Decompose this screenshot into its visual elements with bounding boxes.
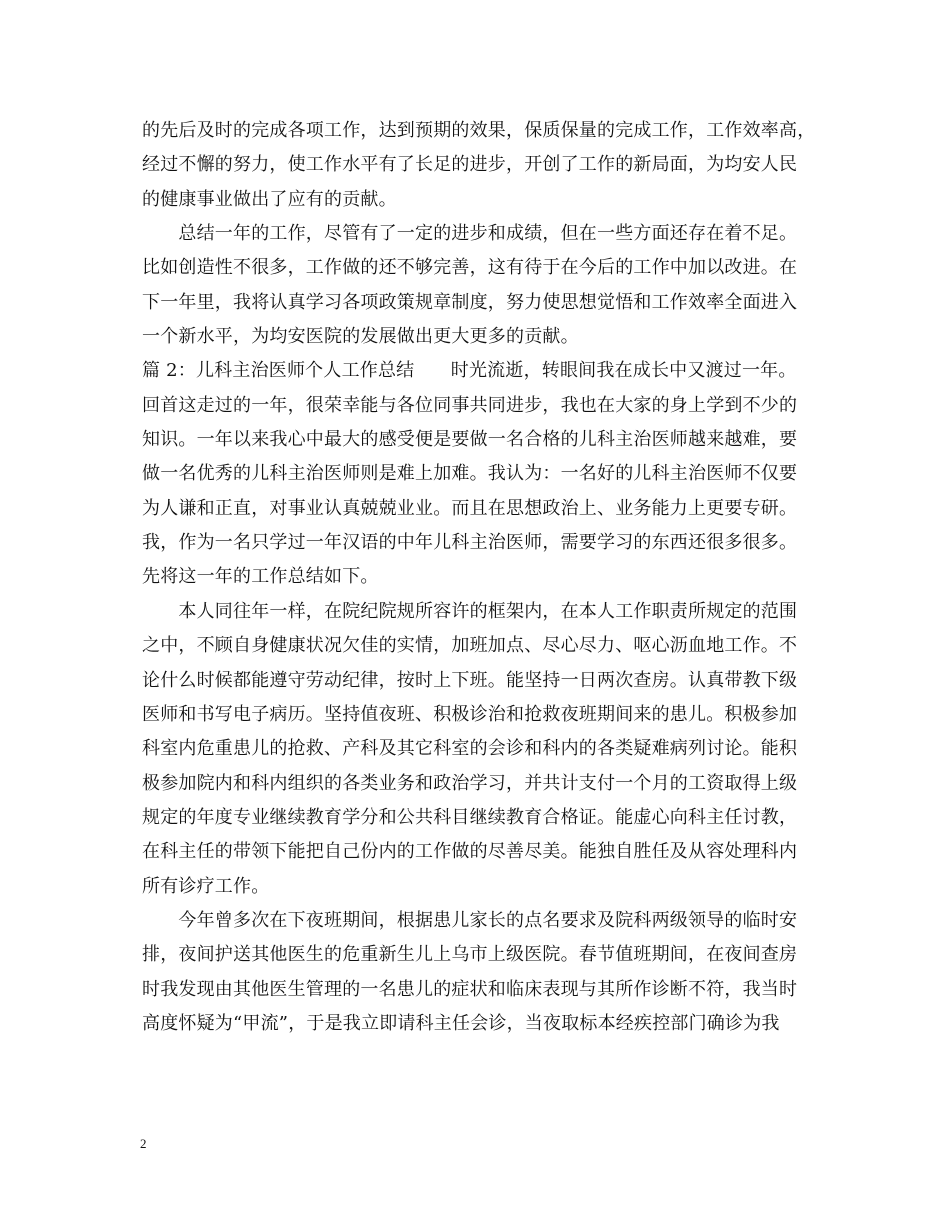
page-number: 2 bbox=[140, 1136, 147, 1151]
text-line: 的健康事业做出了应有的贡献。 bbox=[142, 188, 397, 210]
text-line: 在科主任的带领下能把自己份内的工作做的尽善尽美。能独自胜任及从容处理科内 bbox=[142, 841, 798, 863]
text-line: 为人谦和正直，对事业认真兢兢业业。而且在思想政治上、业务能力上更要专研。 bbox=[142, 497, 798, 519]
text-line: 先将这一年的工作总结如下。 bbox=[142, 566, 379, 588]
text-line: 总结一年的工作，尽管有了一定的进步和成绩，但在一些方面还存在着不足。 bbox=[142, 223, 798, 245]
body-text bbox=[142, 114, 822, 1041]
text-line: 极参加院内和科内组织的各类业务和政治学习，并共计支付一个月的工资取得上级 bbox=[142, 772, 798, 794]
text-line: 论什么时候都能遵守劳动纪律，按时上下班。能坚持一日两次查房。认真带教下级 bbox=[142, 669, 798, 691]
text-line: 时我发现由其他医生管理的一名患儿的症状和临床表现与其所作诊断不符，我当时 bbox=[142, 978, 798, 1000]
text-line: 所有诊疗工作。 bbox=[142, 875, 270, 897]
section-heading-line: 篇 2：儿科主治医师个人工作总结 时光流逝，转眼间我在成长中又渡过一年。 bbox=[142, 360, 797, 382]
text-line: 经过不懈的努力，使工作水平有了长足的进步，开创了工作的新局面，为均安人民 bbox=[142, 154, 798, 176]
text-line: 下一年里，我将认真学习各项政策规章制度，努力使思想觉悟和工作效率全面进入 bbox=[142, 291, 798, 313]
text-line: 高度怀疑为“甲流”，于是我立即请科主任会诊，当夜取标本经疾控部门确诊为我 bbox=[142, 1012, 780, 1034]
text-line: 科室内危重患儿的抢救、产科及其它科室的会诊和科内的各类疑难病列讨论。能积 bbox=[142, 738, 798, 760]
text-line: 医师和书写电子病历。坚持值夜班、积极诊治和抢救夜班期间来的患儿。积极参加 bbox=[142, 703, 798, 725]
text-line: 今年曾多次在下夜班期间，根据患儿家长的点名要求及院科两级领导的临时安 bbox=[142, 909, 798, 931]
text-line: 比如创造性不很多，工作做的还不够完善，这有待于在今后的工作中加以改进。在 bbox=[142, 257, 798, 279]
text-line: 本人同往年一样，在院纪院规所容许的框架内，在本人工作职责所规定的范围 bbox=[142, 600, 798, 622]
text-line: 的先后及时的完成各项工作，达到预期的效果，保质保量的完成工作，工作效率高， bbox=[142, 120, 816, 141]
text-line: 规定的年度专业继续教育学分和公共科目继续教育合格证。能虚心向科主任讨教， bbox=[142, 806, 798, 828]
text-line: 一个新水平，为均安医院的发展做出更大更多的贡献。 bbox=[142, 326, 579, 348]
text-line: 做一名优秀的儿科主治医师则是难上加难。我认为：一名好的儿科主治医师不仅要 bbox=[142, 463, 798, 485]
text-line: 回首这走过的一年，很荣幸能与各位同事共同进步，我也在大家的身上学到不少的 bbox=[142, 394, 798, 416]
text-line: 我，作为一名只学过一年汉语的中年儿科主治医师，需要学习的东西还很多很多。 bbox=[142, 532, 798, 554]
text-line: 排，夜间护送其他医生的危重新生儿上乌市上级医院。春节值班期间，在夜间查房 bbox=[142, 944, 798, 966]
text-line: 知识。一年以来我心中最大的感受便是要做一名合格的儿科主治医师越来越难，要 bbox=[142, 429, 798, 451]
text-line: 之中，不顾自身健康状况欠佳的实情，加班加点、尽心尽力、呕心沥血地工作。不 bbox=[142, 635, 798, 657]
